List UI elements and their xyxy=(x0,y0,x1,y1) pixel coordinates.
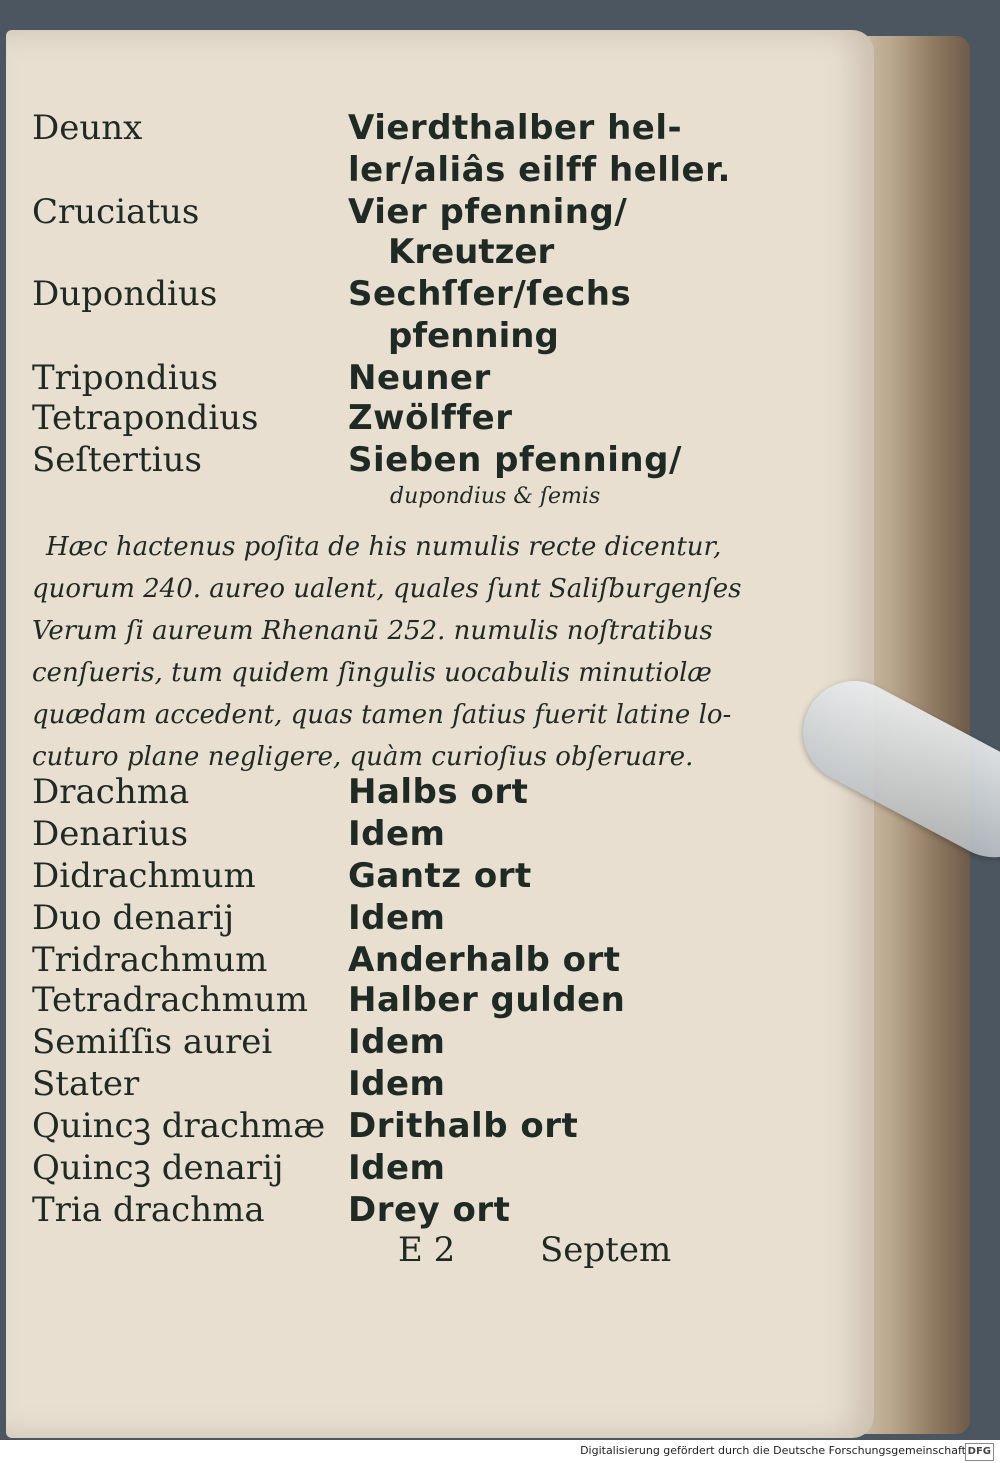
entry-row xyxy=(0,1106,1000,1150)
entry-row xyxy=(0,898,1000,942)
entry-continuation xyxy=(0,316,1000,360)
entry-row xyxy=(0,192,1000,236)
german-term: Idem xyxy=(348,1022,446,1062)
german-term: Halbs ort xyxy=(348,772,529,812)
entry-row xyxy=(0,814,1000,858)
german-term: Zwölffer xyxy=(348,398,513,438)
entry-row xyxy=(0,274,1000,318)
latin-term: Cruciatus xyxy=(32,192,200,232)
german-term: Drey ort xyxy=(348,1190,511,1230)
german-term: Vierdthalber hel- xyxy=(348,108,683,148)
german-term: Idem xyxy=(348,814,446,854)
paragraph-line: Hæc hactenus poſita de his numulis recte dicentur, xyxy=(46,532,722,562)
german-term: Halber gulden xyxy=(348,980,626,1020)
german-term: Vier pfenning/ xyxy=(348,192,628,232)
german-term: Sieben pfenning/ xyxy=(348,440,682,480)
entry-row xyxy=(0,1148,1000,1192)
entry-row xyxy=(0,358,1000,402)
german-term: Idem xyxy=(348,1148,446,1188)
entry-row xyxy=(0,856,1000,900)
latin-term: Tria drachma xyxy=(32,1190,265,1230)
explanatory-paragraph xyxy=(32,526,742,778)
entry-continuation xyxy=(0,150,1000,194)
dfg-logo: DFG xyxy=(965,1443,994,1461)
paragraph-line: Verum ſi aureum Rhenanū 252. numulis noſtratibus xyxy=(32,616,713,646)
latin-term: Denarius xyxy=(32,814,189,854)
signature-mark: E 2 xyxy=(398,1230,456,1270)
entry-note xyxy=(0,482,1000,526)
entry-row xyxy=(0,440,1000,484)
latin-term: Semiſſis aurei xyxy=(32,1022,273,1062)
latin-term: Drachma xyxy=(32,772,190,812)
paragraph-line: cenſueris, tum quidem ſingulis uocabulis minutiolæ xyxy=(32,658,712,688)
german-term: Neuner xyxy=(348,358,491,398)
german-term: Drithalb ort xyxy=(348,1106,579,1146)
latin-term: Tridrachmum xyxy=(32,940,268,980)
latin-term: Seſtertius xyxy=(32,440,202,480)
paragraph-line: quorum 240. aureo ualent, quales ſunt Saliſburgenſes xyxy=(32,574,742,604)
latin-term: Tetradrachmum xyxy=(32,980,308,1020)
latin-term: Quincꝫ drachmæ xyxy=(32,1106,326,1146)
entry-row xyxy=(0,1190,1000,1234)
catchword: Septem xyxy=(540,1230,672,1270)
entry-row xyxy=(0,980,1000,1024)
german-term: Anderhalb ort xyxy=(348,940,621,980)
entry-continuation xyxy=(0,232,1000,276)
german-term-cont: ler/aliâs eilff heller. xyxy=(348,150,731,190)
latin-gloss: dupondius & ſemis xyxy=(390,484,601,509)
entry-row xyxy=(0,398,1000,442)
entry-row xyxy=(0,1064,1000,1108)
paragraph-line: quædam accedent, quas tamen ſatius fuerit latine lo- xyxy=(32,700,732,730)
entry-row xyxy=(0,108,1000,152)
german-term-cont: pfenning xyxy=(388,316,559,356)
latin-term: Didrachmum xyxy=(32,856,256,896)
latin-term: Duo denarij xyxy=(32,898,235,938)
latin-term: Deunx xyxy=(32,108,143,148)
german-term: Idem xyxy=(348,898,446,938)
latin-term: Dupondius xyxy=(32,274,218,314)
footer-credit: Digitalisierung gefördert durch die Deutsche Forschungsgemeinschaft xyxy=(580,1444,966,1457)
german-term: Idem xyxy=(348,1064,446,1104)
german-term: Gantz ort xyxy=(348,856,532,896)
paragraph-line: cuturo plane negligere, quàm curioſius obſeruare. xyxy=(32,742,694,772)
latin-term: Quincꝫ denarij xyxy=(32,1148,284,1188)
latin-term: Tetrapondius xyxy=(32,398,259,438)
german-term-cont: Kreutzer xyxy=(388,232,555,272)
latin-term: Tripondius xyxy=(32,358,218,398)
latin-term: Stater xyxy=(32,1064,140,1104)
entry-row xyxy=(0,772,1000,816)
german-term: Sechſſer/ſechs xyxy=(348,274,632,314)
entry-row xyxy=(0,940,1000,984)
entry-row xyxy=(0,1022,1000,1066)
